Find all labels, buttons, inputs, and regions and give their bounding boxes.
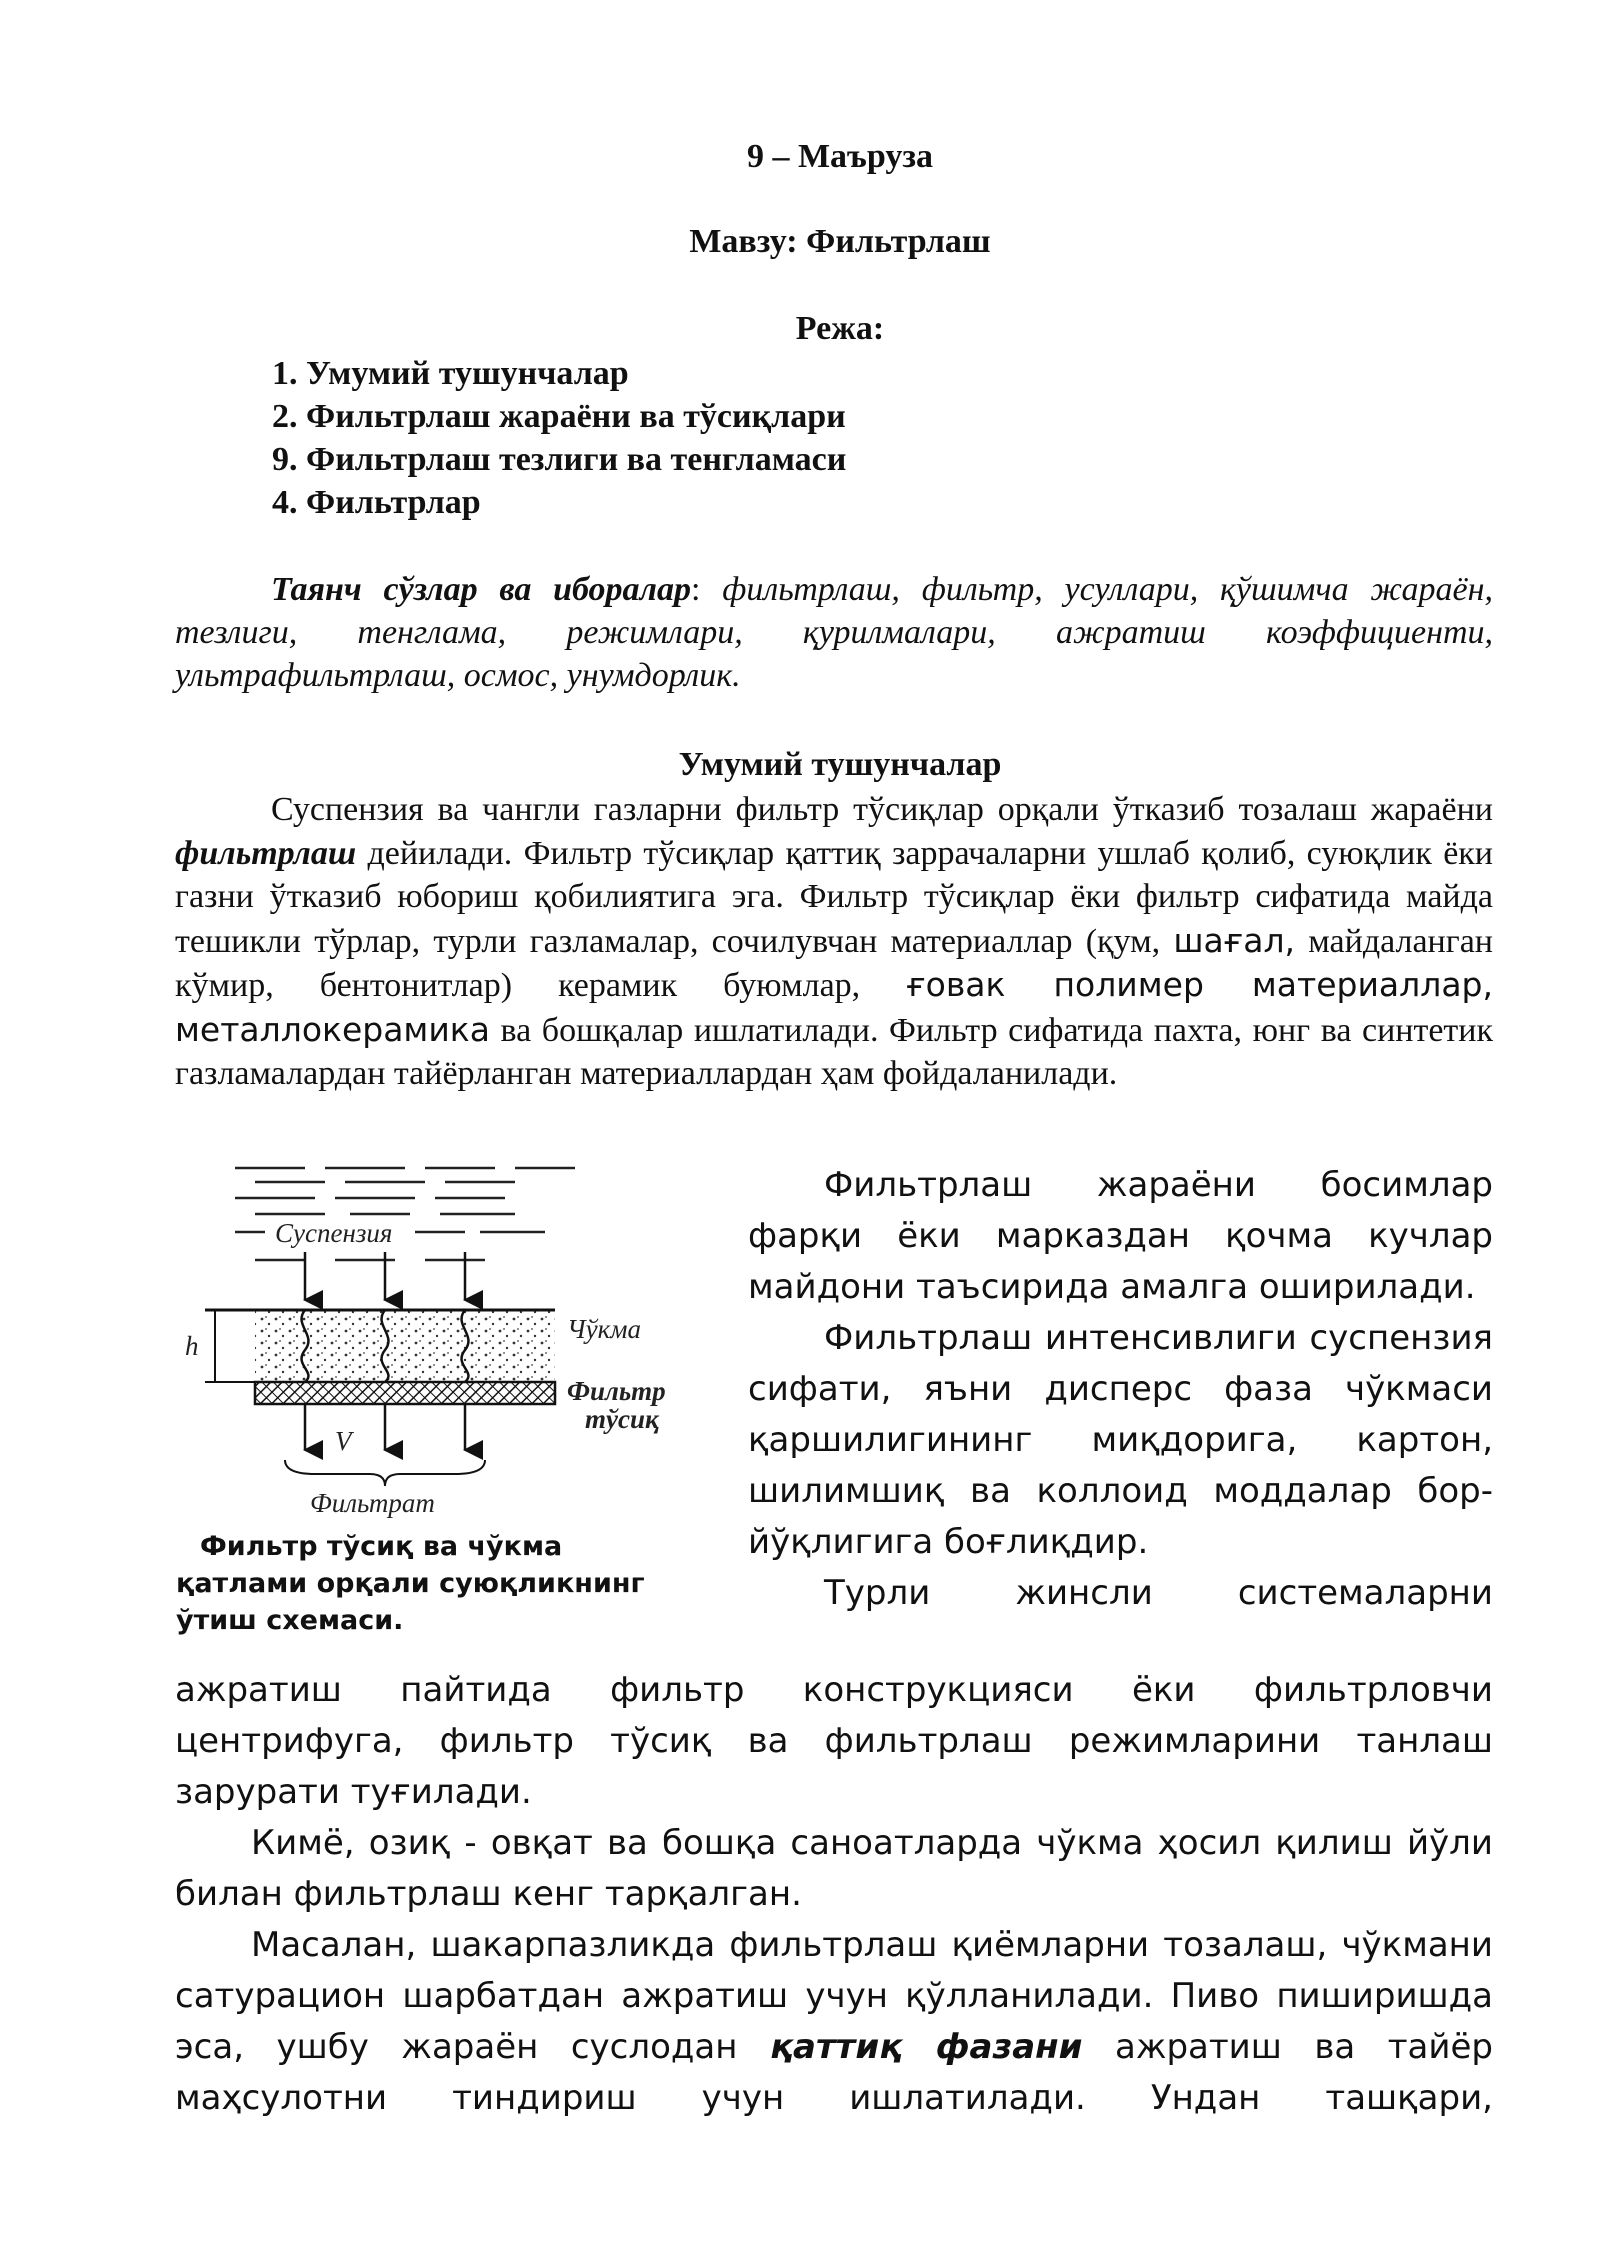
paragraph bbox=[748, 1313, 1493, 1568]
plan-title: Режа: bbox=[795, 310, 885, 347]
term-filtration: фильтрлаш bbox=[175, 834, 357, 872]
v-label: V bbox=[335, 1426, 352, 1456]
lecture-number: 9 – Маъруза bbox=[746, 138, 934, 175]
section-heading: Умумий тушунчалар bbox=[678, 746, 1002, 783]
paragraph bbox=[175, 1818, 1493, 1920]
plan-item: 2. Фильтрлаш жараёни ва тўсиқлари bbox=[272, 398, 846, 435]
topic-title: Мавзу: Фильтрлаш bbox=[689, 223, 991, 260]
filter-label-2: тўсиқ bbox=[585, 1404, 659, 1434]
sediment-label: Чўкма bbox=[567, 1314, 641, 1344]
h-label: h bbox=[185, 1331, 199, 1361]
keywords-colon: : bbox=[691, 571, 701, 608]
text-run: шағал, bbox=[1173, 920, 1296, 960]
paragraph bbox=[175, 1665, 1493, 1818]
text-run: ажратиш пайтида фильтр конструкцияси ёки фильтрловчи центрифуга, фильтр тўсиқ ва фильтрлаш режимларини танлаш зарурати туғилади. bbox=[175, 1670, 1493, 1812]
term-solid-phase: қаттиқ фазани bbox=[769, 2027, 1083, 2067]
text-run: ва бошқалар ишлатилади. Фильтр сифатида пахта, юнг ва синтетик газламалардан тайёрланган материаллардан ҳам фойдаланилади. bbox=[175, 1011, 1493, 1092]
plan-item: 1. Умумий тушунчалар bbox=[272, 355, 629, 392]
paragraph bbox=[748, 1568, 1493, 1619]
plan-list bbox=[272, 352, 846, 524]
text-run: майдаланган кўмир, бентонитлар) керамик буюмлар, bbox=[175, 922, 1493, 1004]
keywords-paragraph bbox=[175, 568, 1493, 697]
keywords-lead: Таянч сўзлар ва иборалар bbox=[271, 571, 692, 608]
text-run: Суспензия ва чангли газларни фильтр тўсиқлар орқали ўтказиб тозалаш жараёни bbox=[271, 791, 1493, 828]
plan-item: 9. Фильтрлаш тезлиги ва тенгламаси bbox=[272, 441, 847, 478]
bottom-text bbox=[175, 1665, 1493, 2124]
filter-label-1: Фильтр bbox=[567, 1376, 666, 1406]
paragraph bbox=[175, 1920, 1493, 2124]
intro-paragraph bbox=[175, 788, 1493, 1096]
text-run: Турли жинсли системаларни bbox=[824, 1573, 1493, 1613]
filtrate-label: Фильтрат bbox=[310, 1488, 435, 1518]
text-run: ажратиш ва тайёр маҳсулотни тиндириш учун ишлатилади. Ундан ташқари, bbox=[175, 2027, 1493, 2118]
filtration-diagram bbox=[175, 1160, 695, 1530]
figure-caption bbox=[176, 1528, 696, 1639]
caption-line: қатлами орқали суюқликнинг bbox=[176, 1568, 645, 1599]
text-run: дейилади. Фильтр тўсиқлар қаттиқ заррачаларни ушлаб қолиб, суюқлик ёки газни ўтказиб юбориш қобилиятига эга. Фильтр тўсиқлар ёки фильтр сифатида майда тешикли тўрлар, турли газламалар, сочилувчан материаллар (қум, bbox=[175, 834, 1493, 960]
text-run: Фильтрлаш жараёни босимлар фарқи ёки марказдан қочма кучлар майдони таъсирида амалга оширилади. bbox=[748, 1165, 1493, 1307]
sediment-layer bbox=[255, 1310, 555, 1382]
right-column-text bbox=[748, 1160, 1493, 1619]
filtration-diagram-svg bbox=[175, 1160, 695, 1530]
suspension-label: Суспензия bbox=[275, 1218, 393, 1248]
text-run: ғовак полимер материаллар, металлокерамика bbox=[175, 965, 1493, 1049]
text-run: Фильтрлаш интенсивлиги суспензия сифати, яъни дисперс фаза чўкмаси қаршилигининг миқдорига, картон, шилимшиқ ва коллоид моддалар бор-йўқлигига боғлиқдир. bbox=[748, 1318, 1493, 1562]
caption-line: Фильтр тўсиқ ва чўкма bbox=[200, 1531, 563, 1562]
text-run: Кимё, озиқ - овқат ва бошқа саноатларда чўкма ҳосил қилиш йўли билан фильтрлаш кенг тарқалган. bbox=[175, 1823, 1493, 1914]
paragraph bbox=[748, 1160, 1493, 1313]
keywords-text: фильтрлаш, фильтр, усуллари, қўшимча жараён, тезлиги, тенглама, режимлари, қурилмалари, ажратиш коэффициенти, ультрафильтрлаш, осмос, унумдорлик. bbox=[175, 571, 1493, 694]
plan-item: 4. Фильтрлар bbox=[272, 484, 481, 521]
text-run: Масалан, шакарпазликда фильтрлаш қиёмларни тозалаш, чўкмани сатурацион шарбатдан ажратиш учун қўлланилади. Пиво пиширишда эса, ушбу жараён суслодан bbox=[175, 1925, 1493, 2067]
caption-line: ўтиш схемаси. bbox=[176, 1605, 404, 1636]
